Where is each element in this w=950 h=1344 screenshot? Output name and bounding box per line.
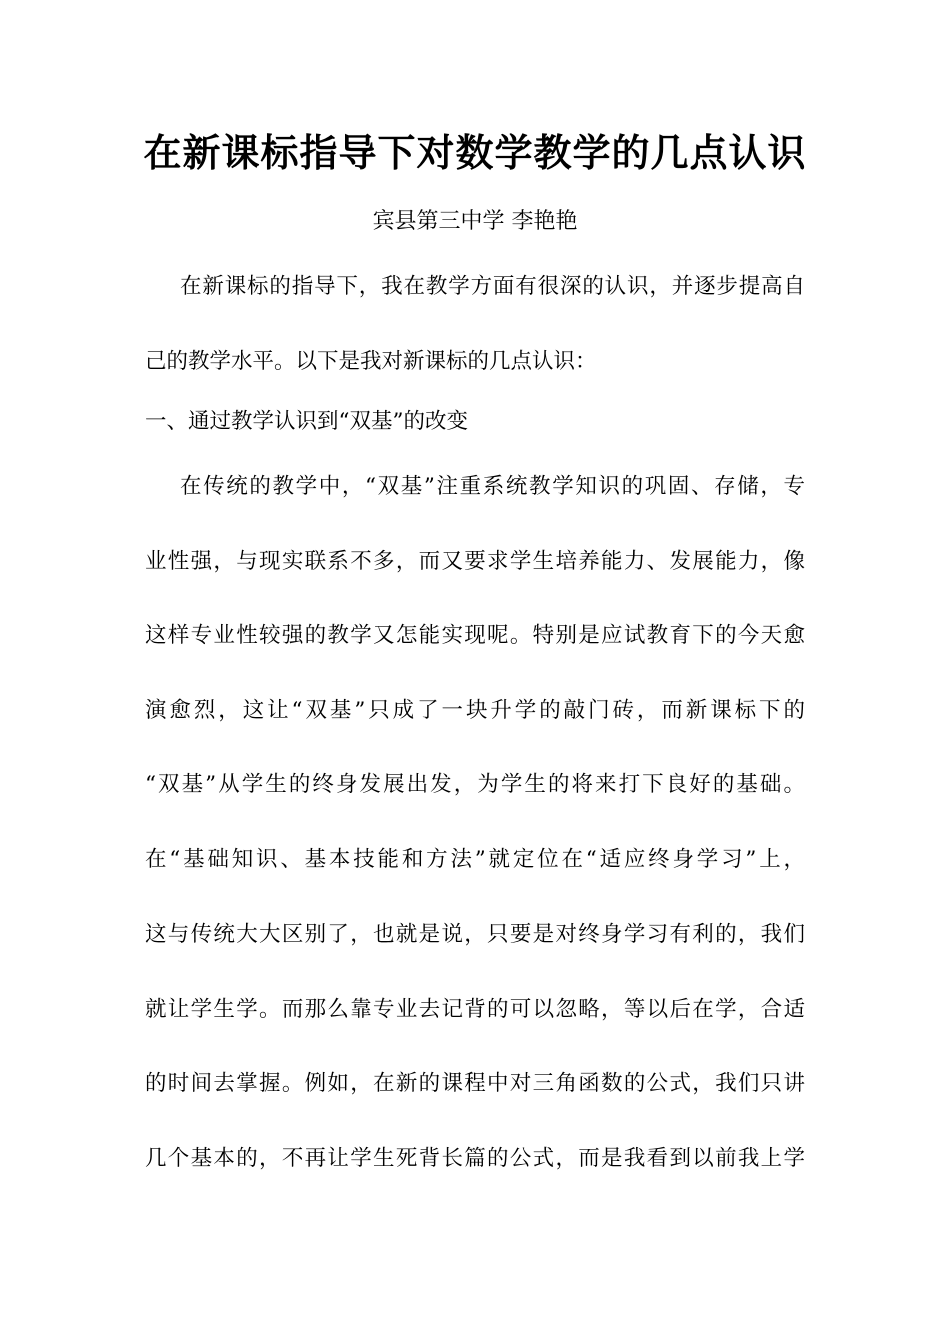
paragraph-line: 演愈烈，这让“双基”只成了一块升学的敲门砖，而新课标下的 xyxy=(145,698,805,723)
section-heading: 一、通过教学认识到“双基”的改变 xyxy=(145,409,468,434)
paragraph-line: 己的教学水平。以下是我对新课标的几点认识： xyxy=(145,349,597,374)
paragraph-line: 这样专业性较强的教学又怎能实现呢。特别是应试教育下的今天愈 xyxy=(145,623,805,648)
paragraph-line: 的时间去掌握。例如，在新的课程中对三角函数的公式，我们只讲 xyxy=(145,1071,805,1096)
paragraph-line: 就让学生学。而那么靠专业去记背的可以忽略，等以后在学，合适 xyxy=(145,997,805,1022)
paragraph-line: 几个基本的，不再让学生死背长篇的公式，而是我看到以前我上学 xyxy=(145,1146,805,1171)
document-title: 在新课标指导下对数学教学的几点认识 xyxy=(143,130,807,175)
author-line: 宾县第三中学 李艳艳 xyxy=(372,209,578,234)
paragraph-line: “双基”从学生的终身发展出发，为学生的将来打下良好的基础。 xyxy=(145,772,805,797)
paragraph-line: 在“基础知识、基本技能和方法”就定位在“适应终身学习”上， xyxy=(145,847,805,872)
paragraph-line: 在新课标的指导下，我在教学方面有很深的认识，并逐步提高自 xyxy=(180,274,805,299)
paragraph-line: 这与传统大大区别了，也就是说，只要是对终身学习有利的，我们 xyxy=(145,922,805,947)
paragraph-line: 在传统的教学中，“双基”注重系统教学知识的巩固、存储，专 xyxy=(180,474,805,499)
paragraph-line: 业性强，与现实联系不多，而又要求学生培养能力、发展能力，像 xyxy=(145,549,805,574)
